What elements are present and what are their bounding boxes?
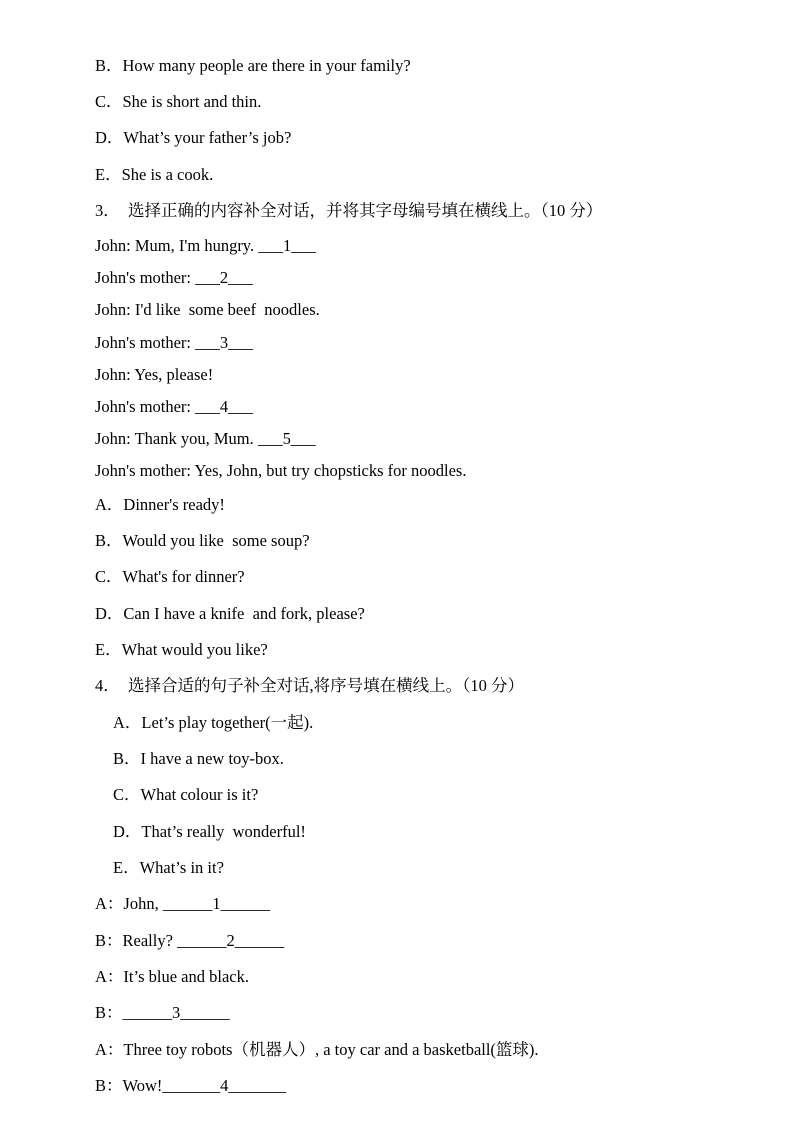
q4-dialogue-line-1: A：John, ______1______ [95, 894, 271, 913]
option-e-cook: E．She is a cook. [95, 165, 214, 184]
q4-dialogue-line-2: B：Really? ______2______ [95, 931, 285, 950]
q4-option-b: B．I have a new toy-box. [113, 749, 284, 768]
q3-option-b: B．Would you like some soup? [95, 531, 310, 550]
question-3-heading: 3． 选择正确的内容补全对话，并将其字母编号填在横线上。（10 分） [95, 201, 603, 220]
dialogue-line-1: John: Mum, I'm hungry. ___1___ [95, 236, 316, 255]
dialogue-line-2: John's mother: ___2___ [95, 268, 253, 287]
dialogue-line-8: John's mother: Yes, John, but try chopsticks for noodles. [95, 461, 467, 480]
q4-dialogue-line-3: A：It’s blue and black. [95, 967, 249, 986]
q3-option-d: D．Can I have a knife and fork, please? [95, 604, 365, 623]
dialogue-line-3: John: I'd like some beef noodles. [95, 300, 320, 319]
q3-option-c: C．What's for dinner? [95, 567, 245, 586]
dialogue-line-7: John: Thank you, Mum. ___5___ [95, 429, 316, 448]
q4-option-c: C．What colour is it? [113, 785, 259, 804]
q4-dialogue-line-4: B：______3______ [95, 1003, 230, 1022]
option-b-family-size: B．How many people are there in your family? [95, 56, 411, 75]
dialogue-line-6: John's mother: ___4___ [95, 397, 253, 416]
dialogue-line-4: John's mother: ___3___ [95, 333, 253, 352]
q3-option-a: A．Dinner's ready! [95, 495, 225, 514]
q4-option-a: A．Let’s play together(一起). [113, 713, 314, 732]
q3-option-e: E．What would you like? [95, 640, 268, 659]
option-c-short-thin: C．She is short and thin. [95, 92, 262, 111]
q4-option-d: D．That’s really wonderful! [113, 822, 306, 841]
q4-dialogue-line-5: A：Three toy robots（机器人）, a toy car and a basketball(篮球). [95, 1040, 539, 1059]
option-d-father-job: D．What’s your father’s job? [95, 128, 292, 147]
q4-dialogue-line-6: B：Wow!_______4_______ [95, 1076, 287, 1095]
q4-option-e: E．What’s in it? [113, 858, 224, 877]
question-4-heading: 4． 选择合适的句子补全对话,将序号填在横线上。（10 分） [95, 676, 524, 695]
dialogue-line-5: John: Yes, please! [95, 365, 214, 384]
